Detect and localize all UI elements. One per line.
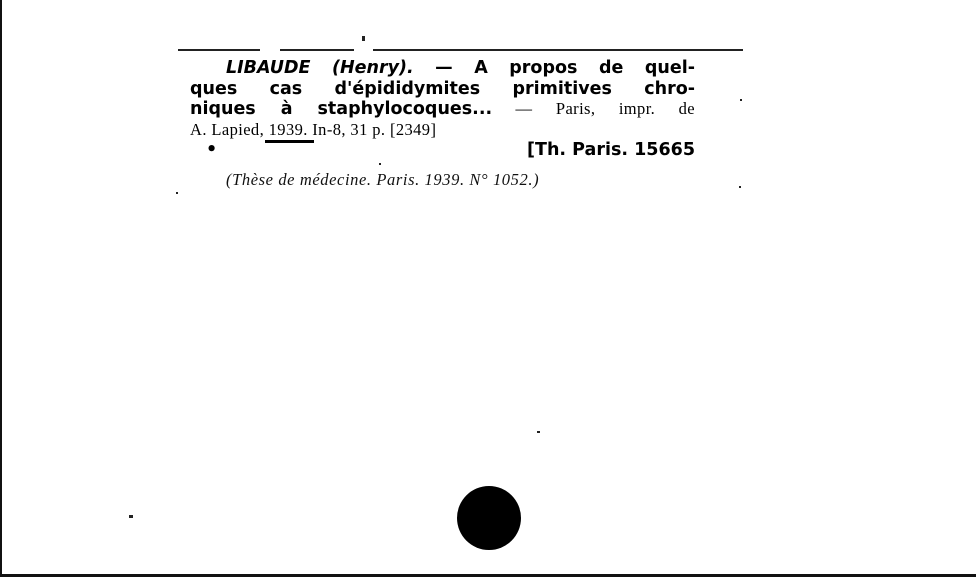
speck xyxy=(740,99,742,101)
author-name: LIBAUDE (Henry). xyxy=(226,58,414,78)
header-rule-2 xyxy=(280,49,354,51)
thesis-number: [Th. Paris. 15665 xyxy=(527,140,695,160)
entry-line-5 xyxy=(190,140,695,161)
entry-line-1 xyxy=(190,58,695,79)
speck xyxy=(379,163,381,165)
thesis-note: (Thèse de médecine. Paris. 1939. N° 1052.) xyxy=(226,170,540,189)
header-rule-3 xyxy=(373,49,743,51)
speck xyxy=(739,186,741,188)
entry-line-3 xyxy=(190,99,695,120)
catalog-entry xyxy=(190,58,695,161)
header-mark xyxy=(362,36,365,41)
printer-name: A. Lapied, xyxy=(190,119,269,139)
publisher-place: — Paris, impr. de xyxy=(492,99,696,118)
speck xyxy=(129,515,133,518)
punch-hole xyxy=(457,486,521,550)
speck xyxy=(537,431,540,433)
entry-line-4 xyxy=(190,120,695,141)
collation: In-8, 31 p. [2349] xyxy=(307,119,437,139)
entry-title-end: niques à staphylocoques... xyxy=(190,99,493,119)
bullet-mark: • xyxy=(206,140,218,160)
publication-year: 1939. xyxy=(268,119,308,139)
card-left-edge xyxy=(0,0,2,577)
speck xyxy=(176,192,178,194)
entry-title-start: — A propos de quel- xyxy=(413,58,695,78)
header-rule-1 xyxy=(178,49,260,51)
entry-line-2: ques cas d'épididymites primitives chro- xyxy=(190,78,695,99)
